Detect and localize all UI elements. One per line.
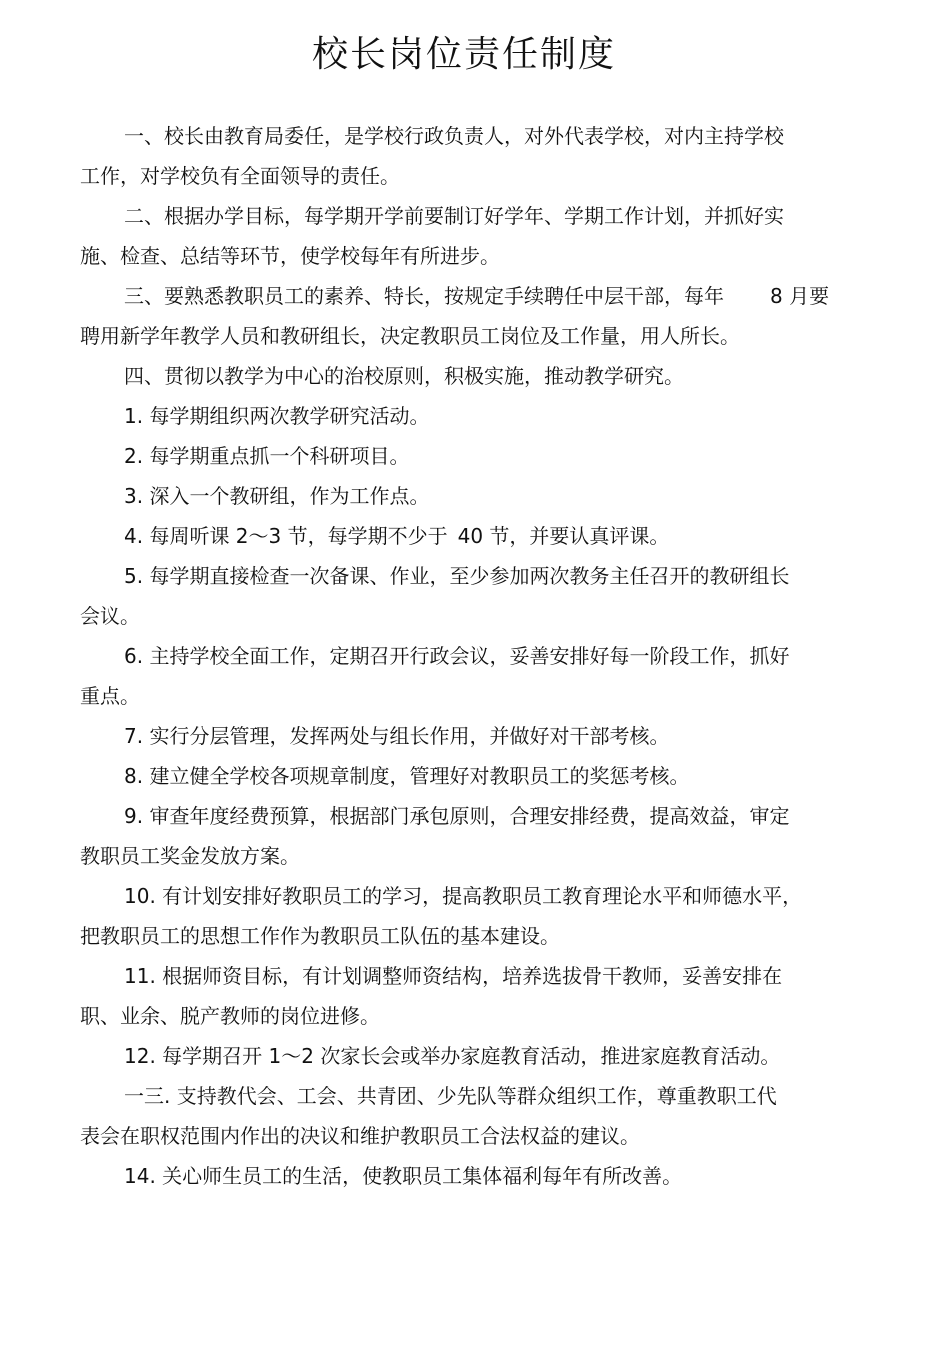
paragraph-3-line-1: [80, 276, 870, 316]
item-12-line-1: 12. 每学期召开 1～2 次家长会或举办家庭教育活动，推进家庭教育活动。: [124, 1044, 781, 1068]
item-7-line-1: 7. 实行分层管理，发挥两处与组长作用，并做好对干部考核。: [124, 724, 670, 748]
paragraph-2-line-1: 二、根据办学目标，每学期开学前要制订好学年、学期工作计划，并抓好实: [124, 204, 784, 228]
item-11-line-2: 职、业余、脱产教师的岗位进修。: [80, 1004, 380, 1028]
item-10-line-2: 把教职员工的思想工作作为教职员工队伍的基本建设。: [80, 924, 560, 948]
paragraph-3-line-1-tail: 8 月要: [770, 284, 830, 308]
item-1-line-1: 1. 每学期组织两次教学研究活动。: [124, 404, 430, 428]
item-4-line-1-tail: 40 节，并要认真评课。: [457, 524, 670, 548]
paragraph-2-line-2: 施、检查、总结等环节，使学校每年有所进步。: [80, 244, 500, 268]
item-2-line-1: 2. 每学期重点抓一个科研项目。: [124, 444, 410, 468]
item-8-line-1: 8. 建立健全学校各项规章制度，管理好对教职员工的奖惩考核。: [124, 764, 690, 788]
item-13-line-2: 表会在职权范围内作出的决议和维护教职员工合法权益的建议。: [80, 1124, 640, 1148]
item-5-line-2: 会议。: [80, 604, 140, 628]
item-4-line-1-text: 4. 每周听课 2～3 节，每学期不少于: [124, 524, 448, 548]
paragraph-4-line-1: 四、贯彻以教学为中心的治校原则，积极实施，推动教学研究。: [124, 364, 684, 388]
paragraph-3-line-1-text: 三、要熟悉教职员工的素养、特长，按规定手续聘任中层干部，每年: [124, 284, 724, 308]
item-14-line-1: 14. 关心师生员工的生活，使教职员工集体福利每年有所改善。: [124, 1164, 683, 1188]
paragraph-3-line-2: 聘用新学年教学人员和教研组长，决定教职员工岗位及工作量，用人所长。: [80, 324, 740, 348]
item-13-line-1: 一三. 支持教代会、工会、共青团、少先队等群众组织工作，尊重教职工代: [124, 1084, 777, 1108]
item-5-line-1: 5. 每学期直接检查一次备课、作业，至少参加两次教务主任召开的教研组长: [124, 564, 790, 588]
item-11-line-1: 11. 根据师资目标，有计划调整师资结构，培养选拔骨干教师，妥善安排在: [124, 964, 783, 988]
item-3-line-1: 3. 深入一个教研组，作为工作点。: [124, 484, 430, 508]
paragraph-1-line-1: 一、校长由教育局委任，是学校行政负责人，对外代表学校，对内主持学校: [124, 124, 784, 148]
item-4-line-1: [80, 516, 870, 556]
item-6-line-1: 6. 主持学校全面工作，定期召开行政会议，妥善安排好每一阶段工作，抓好: [124, 644, 790, 668]
item-9-line-1: 9. 审查年度经费预算，根据部门承包原则，合理安排经费，提高效益，审定: [124, 804, 790, 828]
item-10-line-1: 10. 有计划安排好教职员工的学习，提高教职员工教育理论水平和师德水平，: [124, 884, 803, 908]
page-title: 校长岗位责任制度: [311, 34, 616, 75]
item-9-line-2: 教职员工奖金发放方案。: [80, 844, 300, 868]
item-6-line-2: 重点。: [80, 684, 140, 708]
document-body: [80, 116, 870, 1196]
paragraph-1-line-2: 工作，对学校负有全面领导的责任。: [80, 164, 400, 188]
